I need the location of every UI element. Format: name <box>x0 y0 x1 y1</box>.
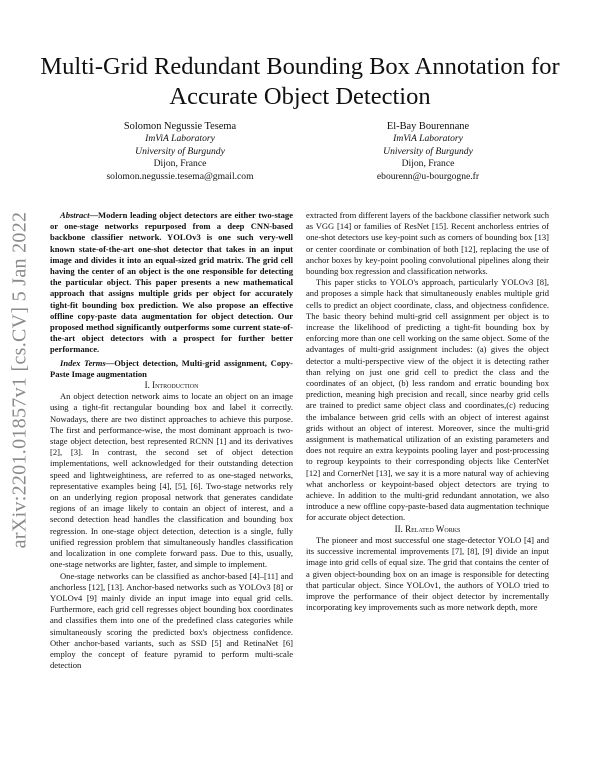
abstract <box>50 210 293 356</box>
intro-paragraph-3: extracted from different layers of the backbone classifier network such as VGG [14] or families of ResNet [15]. Recent anchorless entries of one-shot detectors use key-point such as corners of bounding box [13] or center coordinate or combination of both [12], replacing the use of anchor boxes by key-point pooling convolutional pipelines along their bounding box regression and classification networks. <box>306 210 549 277</box>
author-2-lab: ImViA Laboratory <box>393 133 463 144</box>
author-1-email: solomon.negussie.tesema@gmail.com <box>106 170 254 182</box>
author-2-univ: University of Burgundy <box>383 145 473 157</box>
index-terms-text: Object detection, Multi-grid assignment, Copy-Paste Image augmentation <box>50 357 293 379</box>
author-1-univ: University of Burgundy <box>135 145 225 157</box>
author-1-name: Solomon Negussie Tesema <box>123 121 237 132</box>
intro-paragraph-1: An object detection network aims to locate an object on an image using a tight-fit rectangular bounding box and label it correctly. Nowadays, there are two distinct approaches to achieve this purpose. The first and performance-wise, the most dominant approach is two-stage object detection, best represented RCNN [1] and its derivatives [2], [3]. In contrast, the second set of object detection implementations, well acknowledged for their outstanding detection speed and lightweightiness, are referred to as one-staged networks, representative examples being [4], [5], [6]. Two-stage networks rely on an underlying region proposal network that generates candidate regions of an image likely to contain an object of interest, and a second detection head handles the classification and bounding box regression. In one-stage object detection, detection is a single, fully unified regression problem that simultaneously handles classification and localization in one complete forward pass. Due to this, usually, one-stage networks are lighter, faster, and simple to implement. <box>50 391 293 570</box>
right-column <box>306 210 549 613</box>
index-terms-label: Index Terms— <box>60 357 115 368</box>
author-2-email: ebourenn@u-bourgogne.fr <box>376 170 480 182</box>
arxiv-identifier: arXiv:2201.01857v1 [cs.CV] 5 Jan 2022 <box>8 211 31 549</box>
paper-title: Multi-Grid Redundant Bounding Box Annotation for Accurate Object Detection <box>40 53 560 110</box>
arxiv-sidebar <box>6 205 34 555</box>
intro-paragraph-4: This paper sticks to YOLO's approach, particularly YOLOv3 [8], and proposes a simple hack that simultaneously enables multiple grid cells to predict an object coordinate, class, and objectness confidence. The basic theory behind multi-grid cell assignment per object is to increase the likelihood of predicting a tight-fit bounding box by enforcing more than one cell working on the same object. Some of the advantages of multi-grid assignment includes: (a) gives the object detector a multi-perspective view of the object it is detecting rather than relying on just one grid cell to predict the class and the coordinates of an object, (b) less random and erratic bounding box prediction, meaning high precision and recall, since nearby grid cells are trained to predict same object class and coordinates,(c) reducing the imbalance between grid cells with an object of interest against grids without an object of interest. Moreover, since the multi-grid assignment is mathematical utilization of an existing parameters and does not require an extra keypoints pooling layer and post-processing to regroup keypoints to their corresponding objects like CenterNet [12] and CornerNet [13], we say it is a more natural way of achieving what anchorless or keypoint-based object detectors are trying to achieve. In addition to the multi-grid redundant annotation, we also introduce a new offline copy-paste-based data augmentation technique for accurate object detection. <box>306 277 549 523</box>
section-heading-related-works: II. Related Works <box>394 523 461 534</box>
abstract-label: Abstract— <box>60 210 98 220</box>
author-1-lab: ImViA Laboratory <box>145 133 215 144</box>
author-1 <box>60 120 300 183</box>
section-heading-introduction: I. Introduction <box>144 380 199 391</box>
intro-paragraph-2: One-stage networks can be classified as anchor-based [4]–[11] and anchorless [12], [13]. Anchor-based networks such as YOLOv3 [8] or YOLOv4 [9] mainly divide an input image into equal grid cells. Furthermore, each grid cell regresses object bounding box coordinates and classifies them into one of the predefined class categories while simultaneously scoring the predicted box's objectness confidence. Other anchor-based variants, such as SSD [5] and RetinaNet [6] employ the concept of feature pyramid to perform multi-scale detection <box>50 570 293 671</box>
author-2 <box>308 120 548 183</box>
author-2-name: El-Bay Bourennane <box>386 121 470 132</box>
related-paragraph-1: The pioneer and most successful one stage-detector YOLO [4] and its successive incremental improvements [7], [8], [9] divide an input image into grid cells of equal size. The grid that contains the center of a given object-bounding box on an image is responsible for detecting that particular object. Since YOLOv1, the authors of YOLO tried to improve the performance of their object detector by incrementally incorporating key improvements such as more network depth, more <box>306 534 549 613</box>
abstract-text: Modern leading object detectors are either two-stage or one-stage networks repurposed from a deep CNN-based backbone classifier network. YOLOv3 is one such very-well known state-of-the-art one-shot detector that takes in an input image and divides it into an equal-sized grid matrix. The grid cell having the center of an object is the one responsible for detecting the particular object. This paper presents a new mathematical approach that assigns multiple grids per object for accurately tight-fit bounding box prediction. We also propose an effective offline copy-paste data augmentation for object detection. Our proposed method significantly outperforms some current state-of-the-art object detectors with a prospect for further better performance. <box>50 210 293 355</box>
author-2-location: Dijon, France <box>401 158 455 170</box>
author-1-location: Dijon, France <box>153 158 207 170</box>
left-column <box>50 210 293 671</box>
index-terms <box>50 358 293 380</box>
